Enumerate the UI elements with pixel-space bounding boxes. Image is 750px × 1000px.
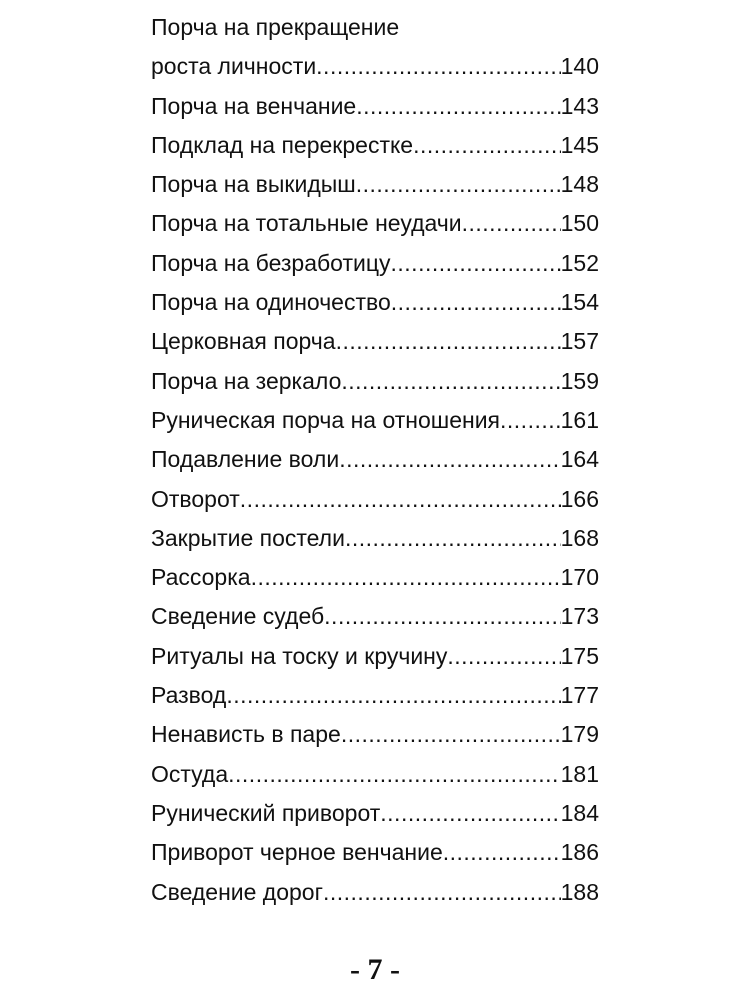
- dot-leader: [380, 794, 560, 833]
- toc-entry: [151, 597, 599, 636]
- toc-entry-title: Порча на тотальные неудачи: [151, 210, 462, 237]
- toc-entry-page: 157: [560, 328, 599, 355]
- dot-leader: [391, 244, 561, 283]
- toc-entry: [151, 126, 599, 165]
- toc-entry: [151, 362, 599, 401]
- toc-entry-title: Сведение судеб: [151, 603, 325, 630]
- dot-leader: [341, 715, 561, 754]
- toc-entry-page: 145: [560, 131, 599, 158]
- dot-leader: [251, 558, 561, 597]
- toc-entry: [151, 204, 599, 243]
- toc-entry-page: 154: [560, 289, 599, 316]
- toc-entry-page: 170: [560, 564, 599, 591]
- toc-entry-page: 159: [560, 367, 599, 394]
- dot-leader: [345, 519, 561, 558]
- dot-leader: [341, 362, 560, 401]
- dot-leader: [500, 401, 561, 440]
- dot-leader: [391, 283, 561, 322]
- toc-entry: [151, 755, 599, 794]
- toc-entry-title: Порча на безработицу: [151, 249, 391, 276]
- toc-entry-page: 177: [560, 682, 599, 709]
- dot-leader: [356, 87, 560, 126]
- dot-leader: [323, 873, 561, 912]
- toc-entry: [151, 165, 599, 204]
- toc-entry: [151, 87, 599, 126]
- toc-entry-page: 188: [560, 878, 599, 905]
- toc-entry-page: 175: [560, 642, 599, 669]
- toc-entry-page: 166: [560, 485, 599, 512]
- toc-entry: [151, 519, 599, 558]
- toc-entry: [151, 873, 599, 912]
- toc-entry: [151, 322, 599, 361]
- toc-entry-title: Руническая порча на отношения: [151, 406, 501, 433]
- toc-entry: [151, 440, 599, 479]
- toc-entry-title-line2: роста личности: [151, 53, 317, 80]
- dot-leader: [228, 755, 560, 794]
- toc-entry-title: Остуда: [151, 760, 229, 787]
- toc-entry-title: Порча на венчание: [151, 92, 357, 119]
- toc-entry: [151, 833, 599, 872]
- toc-entry-page: 148: [560, 171, 599, 198]
- dot-leader: [336, 322, 561, 361]
- toc-entry-title: Ритуалы на тоску и кручину: [151, 642, 448, 669]
- toc-entry-title: Сведение дорог: [151, 878, 323, 905]
- toc-entry-title: Развод: [151, 682, 227, 709]
- dot-leader: [443, 833, 561, 872]
- toc-entry-title: Подклад на перекрестке: [151, 131, 414, 158]
- toc-entry-title-line1: Порча на прекращение: [151, 14, 400, 40]
- toc-entry: [151, 794, 599, 833]
- toc-entry-page: 186: [560, 839, 599, 866]
- toc-entry-title: Отворот: [151, 485, 240, 512]
- toc-entry-title: Порча на выкидыш: [151, 171, 356, 198]
- toc-entry-page: 152: [560, 249, 599, 276]
- dot-leader: [339, 440, 560, 479]
- toc-entry-page: 173: [560, 603, 599, 630]
- toc-entry-title: Подавление воли: [151, 446, 340, 473]
- toc-entry: [151, 715, 599, 754]
- toc-entry-page: 161: [560, 406, 599, 433]
- toc-entry-page: 179: [560, 721, 599, 748]
- toc-entry-page: 164: [560, 446, 599, 473]
- dot-leader: [324, 597, 560, 636]
- toc-entry-page: 143: [560, 92, 599, 119]
- toc-entry-title: Порча на одиночество: [151, 289, 391, 316]
- toc-entry-title: Порча на зеркало: [151, 367, 342, 394]
- dot-leader: [226, 676, 560, 715]
- toc-entry-page: 140: [560, 53, 599, 80]
- toc-entry: [151, 637, 599, 676]
- dot-leader: [356, 165, 561, 204]
- dot-leader: [316, 47, 560, 86]
- toc-entry-title: Церковная порча: [151, 328, 336, 355]
- toc-entry-title: Рунический приворот: [151, 799, 381, 826]
- toc-entry: [151, 244, 599, 283]
- toc-entry-page: 150: [560, 210, 599, 237]
- toc-entry: [151, 283, 599, 322]
- toc-entry: [151, 558, 599, 597]
- toc-entry-title: Закрытие постели: [151, 524, 345, 551]
- toc-entry: [151, 401, 599, 440]
- toc-entry: [151, 676, 599, 715]
- dot-leader: [413, 126, 561, 165]
- dot-leader: [447, 637, 560, 676]
- toc-entry-title: Ненависть в паре: [151, 721, 341, 748]
- toc-entry-title: Приворот черное венчание: [151, 839, 443, 866]
- page-number: - 7 -: [350, 953, 400, 986]
- toc-entry: [151, 8, 599, 87]
- toc-entry-page: 184: [560, 799, 599, 826]
- toc-entry-title: Рассорка: [151, 564, 251, 591]
- table-of-contents: [151, 8, 599, 912]
- toc-entry-page: 168: [560, 524, 599, 551]
- toc-entry: [151, 480, 599, 519]
- dot-leader: [462, 204, 561, 243]
- toc-entry-page: 181: [560, 760, 599, 787]
- dot-leader: [240, 480, 561, 519]
